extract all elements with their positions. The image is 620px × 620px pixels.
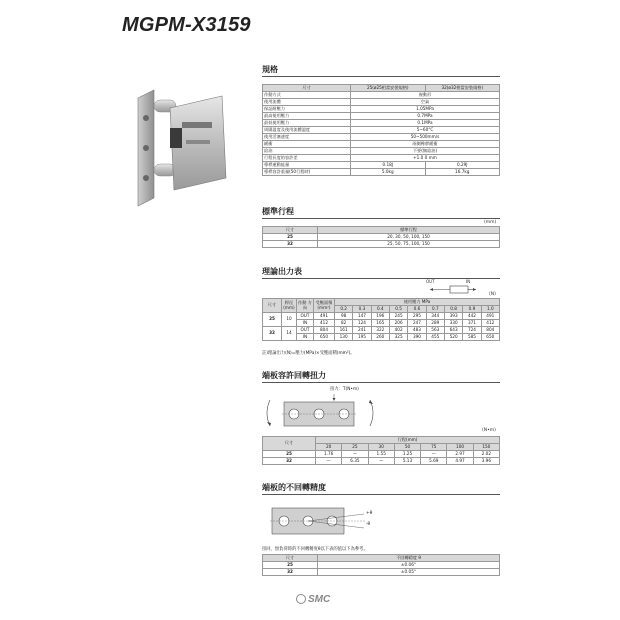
force-heading: 理論出力表: [262, 267, 302, 276]
torque-value: 5.69: [421, 458, 447, 465]
pressure-header: 0.8: [444, 306, 462, 313]
table-row: [263, 162, 500, 169]
table-row: [263, 458, 500, 465]
spec-value-25: 0.18J: [351, 162, 426, 169]
force-value: 241: [353, 327, 371, 334]
force-value: 245: [389, 313, 407, 320]
pressure-header: 0.6: [408, 306, 426, 313]
force-area: 412: [313, 320, 334, 327]
table-row: [263, 120, 500, 127]
torque-size: 32: [263, 458, 316, 465]
spec-value: 0.7MPa: [351, 113, 500, 120]
spec-value: 空氣: [351, 99, 500, 106]
stroke-unit: (mm): [484, 220, 497, 225]
force-rod: 14: [281, 327, 296, 341]
force-note: 註)理論出力(N)=壓力(MPa)×受壓面積(mm²)。: [262, 351, 355, 356]
table-row: [263, 134, 500, 141]
divider: [262, 278, 500, 279]
divider: [262, 76, 500, 77]
force-header-rod: 桿徑 (mm): [281, 299, 296, 313]
torque-heading: 端板容許回轉扭力: [262, 371, 326, 380]
stroke-header: 25: [342, 444, 368, 451]
force-area: 491: [313, 313, 334, 320]
cylinder-illustration: [130, 78, 230, 208]
torque-header-size: 尺寸: [263, 437, 316, 451]
table-row: [263, 92, 500, 99]
table-row: [263, 334, 500, 341]
spec-table: [262, 84, 500, 176]
spec-value: 不要(無給油): [351, 148, 500, 155]
force-value: 260: [371, 334, 389, 341]
force-dir: IN: [296, 334, 313, 341]
table-row: [263, 234, 500, 241]
spec-value: +1.0 0 mm: [351, 155, 500, 162]
torque-diagram: [262, 392, 382, 434]
accuracy-table: [262, 554, 500, 576]
torque-value: 2.97: [447, 451, 473, 458]
pressure-header: 0.7: [426, 306, 444, 313]
stroke-header-std: 標準行程: [318, 227, 500, 234]
spec-value: 5~60°C: [351, 127, 500, 134]
spec-value-25: 5.0kg: [351, 169, 426, 176]
stroke-header: 100: [447, 444, 473, 451]
spec-label: 使用活塞速度: [263, 134, 351, 141]
force-value: 455: [426, 334, 444, 341]
spec-header-32: 32(ø32相當安裝規格): [425, 85, 500, 92]
torque-header-stroke: 行程(mm): [316, 437, 500, 444]
product-image: [130, 78, 230, 208]
force-value: 295: [408, 313, 426, 320]
table-row: [263, 569, 500, 576]
force-table: [262, 298, 500, 341]
force-header-size: 尺寸: [263, 299, 282, 313]
accuracy-header-size: 尺寸: [263, 555, 318, 562]
accuracy-note: 扭回、無負荷時的不回轉精度θ以下表的值以下為參考。: [262, 547, 368, 552]
force-value: 147: [353, 313, 371, 320]
divider: [262, 382, 500, 383]
torque-value: 1.76: [316, 451, 342, 458]
spec-header-size: 尺寸: [263, 85, 351, 92]
force-value: 412: [481, 320, 499, 327]
torque-value: 1.55: [368, 451, 394, 458]
in-label: IN: [466, 279, 471, 284]
accuracy-diagram: [268, 504, 371, 538]
spec-value: 複動形: [351, 92, 500, 99]
pressure-header: 0.5: [389, 306, 407, 313]
force-area: 650: [313, 334, 334, 341]
force-value: 206: [389, 320, 407, 327]
force-unit: (N): [489, 292, 496, 297]
force-value: 195: [353, 334, 371, 341]
page-title: MGPM-X3159: [122, 14, 251, 36]
spec-heading: 規格: [262, 65, 278, 74]
pressure-header: 0.3: [353, 306, 371, 313]
torque-value: —: [316, 458, 342, 465]
pressure-header: 0.2: [334, 306, 352, 313]
force-value: 724: [463, 327, 481, 334]
force-header-pressure: 使用壓力 MPa: [334, 299, 499, 306]
force-size: 32: [263, 327, 282, 341]
force-value: 330: [444, 320, 462, 327]
table-row: [263, 113, 500, 120]
torque-value: —: [368, 458, 394, 465]
force-dir: OUT: [296, 313, 313, 320]
out-label: OUT: [426, 279, 435, 284]
stroke-size: 25: [263, 234, 318, 241]
force-value: 483: [408, 327, 426, 334]
table-row: [263, 127, 500, 134]
force-value: 442: [463, 313, 481, 320]
torque-diagram-label: 扭力：T(N•m): [330, 387, 359, 392]
spec-value-32: 0.29J: [425, 162, 500, 169]
stroke-header: 50: [394, 444, 420, 451]
theta-plus-label: +θ: [366, 511, 373, 516]
stroke-values: 20, 30, 50, 100, 150: [318, 234, 500, 241]
table-row: [263, 241, 500, 248]
divider: [262, 494, 500, 495]
stroke-header: 30: [368, 444, 394, 451]
force-header-dir: 作動 方向: [296, 299, 313, 313]
table-row: [263, 155, 500, 162]
table-row: [263, 562, 500, 569]
accuracy-size: 32: [263, 569, 318, 576]
force-value: 390: [408, 334, 426, 341]
spec-label: 緩衝: [263, 141, 351, 148]
torque-value: 6.35: [342, 458, 368, 465]
force-value: 344: [426, 313, 444, 320]
torque-value: 4.97: [447, 458, 473, 465]
torque-value: 2.02: [473, 451, 499, 458]
table-row: [263, 148, 500, 155]
force-header-area: 受壓面積 (mm²): [313, 299, 334, 313]
torque-table: [262, 436, 500, 465]
force-value: 98: [334, 313, 352, 320]
torque-size: 25: [263, 451, 316, 458]
force-value: 393: [444, 313, 462, 320]
force-value: 563: [426, 327, 444, 334]
force-value: 325: [389, 334, 407, 341]
force-value: 165: [371, 320, 389, 327]
stroke-table: [262, 226, 500, 248]
table-row: [263, 99, 500, 106]
theta-minus-label: -θ: [366, 522, 371, 527]
stroke-heading: 標準行程: [262, 207, 294, 216]
spec-label: 保証耐壓力: [263, 106, 351, 113]
accuracy-header-theta: 不回轉精度 θ: [318, 555, 500, 562]
stroke-values: 25, 50, 75, 100, 150: [318, 241, 500, 248]
accuracy-heading: 端板的不回轉精度: [262, 483, 326, 492]
direction-diagram: [428, 280, 478, 294]
spec-label: 最低使用壓力: [263, 120, 351, 127]
spec-label: 作動方式: [263, 92, 351, 99]
force-value: 371: [463, 320, 481, 327]
force-dir: IN: [296, 320, 313, 327]
accuracy-size: 25: [263, 562, 318, 569]
spec-label: 周圍溫度及使用流體溫度: [263, 127, 351, 134]
force-rod: 10: [281, 313, 296, 327]
torque-value: 5.13: [394, 458, 420, 465]
force-value: 650: [481, 334, 499, 341]
spec-header-25: 25(ø25相當安裝規格): [351, 85, 426, 92]
force-value: 161: [334, 327, 352, 334]
force-dir: OUT: [296, 327, 313, 334]
force-value: 289: [426, 320, 444, 327]
table-row: [263, 320, 500, 327]
spec-value: 1.05MPa: [351, 106, 500, 113]
accuracy-value: ±0.06°: [318, 562, 500, 569]
force-value: 196: [371, 313, 389, 320]
spec-label: 行程長度的容許差: [263, 155, 351, 162]
spec-value: 兩側橡膠緩衝: [351, 141, 500, 148]
spec-value: 0.1MPa: [351, 120, 500, 127]
pressure-header: 0.4: [371, 306, 389, 313]
stroke-header-size: 尺寸: [263, 227, 318, 234]
force-size: 25: [263, 313, 282, 327]
force-value: 402: [389, 327, 407, 334]
table-row: [263, 106, 500, 113]
pressure-header: 0.9: [463, 306, 481, 313]
force-value: 322: [371, 327, 389, 334]
pressure-header: 1.0: [481, 306, 499, 313]
accuracy-value: ±0.05°: [318, 569, 500, 576]
spec-label: 導桿容許重量(50行程時): [263, 169, 351, 176]
stroke-size: 32: [263, 241, 318, 248]
stroke-header: 75: [421, 444, 447, 451]
logo-mark-icon: [296, 594, 306, 604]
torque-unit: (N•m): [482, 428, 496, 433]
force-value: 247: [408, 320, 426, 327]
logo-text: SMC: [308, 594, 331, 605]
force-value: 491: [481, 313, 499, 320]
torque-value: —: [342, 451, 368, 458]
force-value: 82: [334, 320, 352, 327]
force-value: 585: [463, 334, 481, 341]
spec-label: 使用流體: [263, 99, 351, 106]
force-value: 804: [481, 327, 499, 334]
torque-value: 1.25: [394, 451, 420, 458]
torque-value: —: [421, 451, 447, 458]
spec-label: 給油: [263, 148, 351, 155]
spec-label: 最高使用壓力: [263, 113, 351, 120]
table-row: [263, 327, 500, 334]
spec-label: 導桿運動能量: [263, 162, 351, 169]
force-area: 804: [313, 327, 334, 334]
divider: [262, 218, 500, 219]
spec-value-32: 16.7kg: [425, 169, 500, 176]
torque-value: 3.96: [473, 458, 499, 465]
table-row: [263, 169, 500, 176]
table-row: [263, 313, 500, 320]
table-row: [263, 141, 500, 148]
spec-value: 50~500mm/s: [351, 134, 500, 141]
force-value: 643: [444, 327, 462, 334]
stroke-header: 20: [316, 444, 342, 451]
table-row: [263, 451, 500, 458]
smc-logo: [296, 594, 330, 605]
stroke-header: 150: [473, 444, 499, 451]
force-value: 520: [444, 334, 462, 341]
force-value: 130: [334, 334, 352, 341]
force-value: 124: [353, 320, 371, 327]
